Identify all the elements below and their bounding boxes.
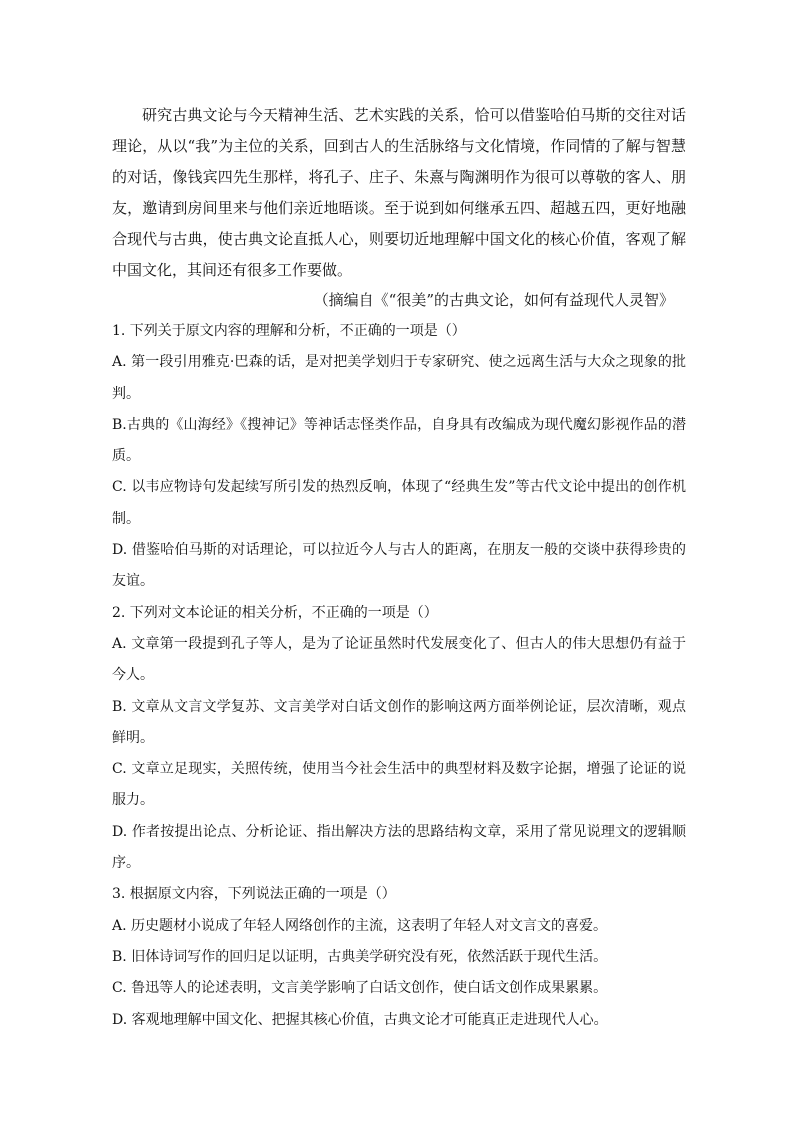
option-d: D. 客观地理解中国文化、把握其核心价值，古典文论才可能真正走进现代人心。 bbox=[112, 1011, 608, 1028]
option-a: A. 文章第一段提到孔子等人，是为了论证虽然时代发展变化了、但古人的伟大思想仍有益于今人。 bbox=[112, 635, 686, 684]
question-2 bbox=[112, 598, 686, 880]
option-d: D. 借鉴哈伯马斯的对话理论，可以拉近今人与古人的距离，在朋友一般的交谈中获得珍贵的友谊。 bbox=[112, 542, 686, 590]
passage bbox=[112, 100, 686, 286]
option-d: D. 作者按提出论点、分析论证、指出解决方法的思路结构文章，采用了常见说理文的逻辑顺序。 bbox=[112, 823, 686, 872]
question-3 bbox=[112, 879, 686, 1035]
passage-paragraph: 研究古典文论与今天精神生活、艺术实践的关系，恰可以借鉴哈伯马斯的交往对话理论，从以“我”为主位的关系，回到古人的生活脉络与文化情境，作同情的了解与智慧的对话，像钱宾四先生那样，将孔子、庄子、朱熹与陶渊明作为很可以尊敬的客人、朋友，邀请到房间里来与他们亲近地晤谈。至于说到如何继承五四、超越五四，更好地融合现代与古典，使古典文论直抵人心，则要切近地理解中国文化的核心价值，客观了解中国文化，其间还有很多工作要做。 bbox=[112, 106, 686, 279]
option-b: B. 旧体诗词写作的回归足以证明，古典美学研究没有死，依然活跃于现代生活。 bbox=[112, 948, 608, 965]
question-1 bbox=[112, 316, 686, 598]
option-b: B. 文章从文言文学复苏、文言美学对白话文创作的影响这两方面举例论证，层次清晰，观点鲜明。 bbox=[112, 698, 686, 746]
option-a: A. 第一段引用雅克·巴森的话，是对把美学划归于专家研究、使之远离生活与大众之现象的批判。 bbox=[112, 354, 686, 402]
question-stem: 2. 下列对文本论证的相关分析，不正确的一项是（） bbox=[112, 604, 438, 621]
option-b: B.古典的《山海经》《搜神记》等神话志怪类作品，自身具有改编成为现代魔幻影视作品的潜质。 bbox=[112, 416, 686, 465]
option-c: C. 以韦应物诗句发起续写所引发的热烈反响，体现了“经典生发”等古代文论中提出的创作机制。 bbox=[112, 479, 686, 527]
option-c: C. 鲁迅等人的论述表明，文言美学影响了白话文创作，使白话文创作成果累累。 bbox=[112, 980, 608, 997]
question-list bbox=[112, 316, 686, 1036]
question-stem: 3. 根据原文内容，下列说法正确的一项是（） bbox=[112, 886, 396, 903]
source-citation: （摘编自《“很美”的古典文论，如何有益现代人灵智》 bbox=[313, 291, 674, 309]
question-stem: 1. 下列关于原文内容的理解和分析，不正确的一项是（） bbox=[112, 323, 466, 339]
option-c: C. 文章立足现实，关照传统，使用当今社会生活中的典型材料及数字论据，增强了论证的说服力。 bbox=[112, 761, 686, 809]
option-a: A. 历史题材小说成了年轻人网络创作的主流，这表明了年轻人对文言文的喜爱。 bbox=[112, 917, 608, 934]
